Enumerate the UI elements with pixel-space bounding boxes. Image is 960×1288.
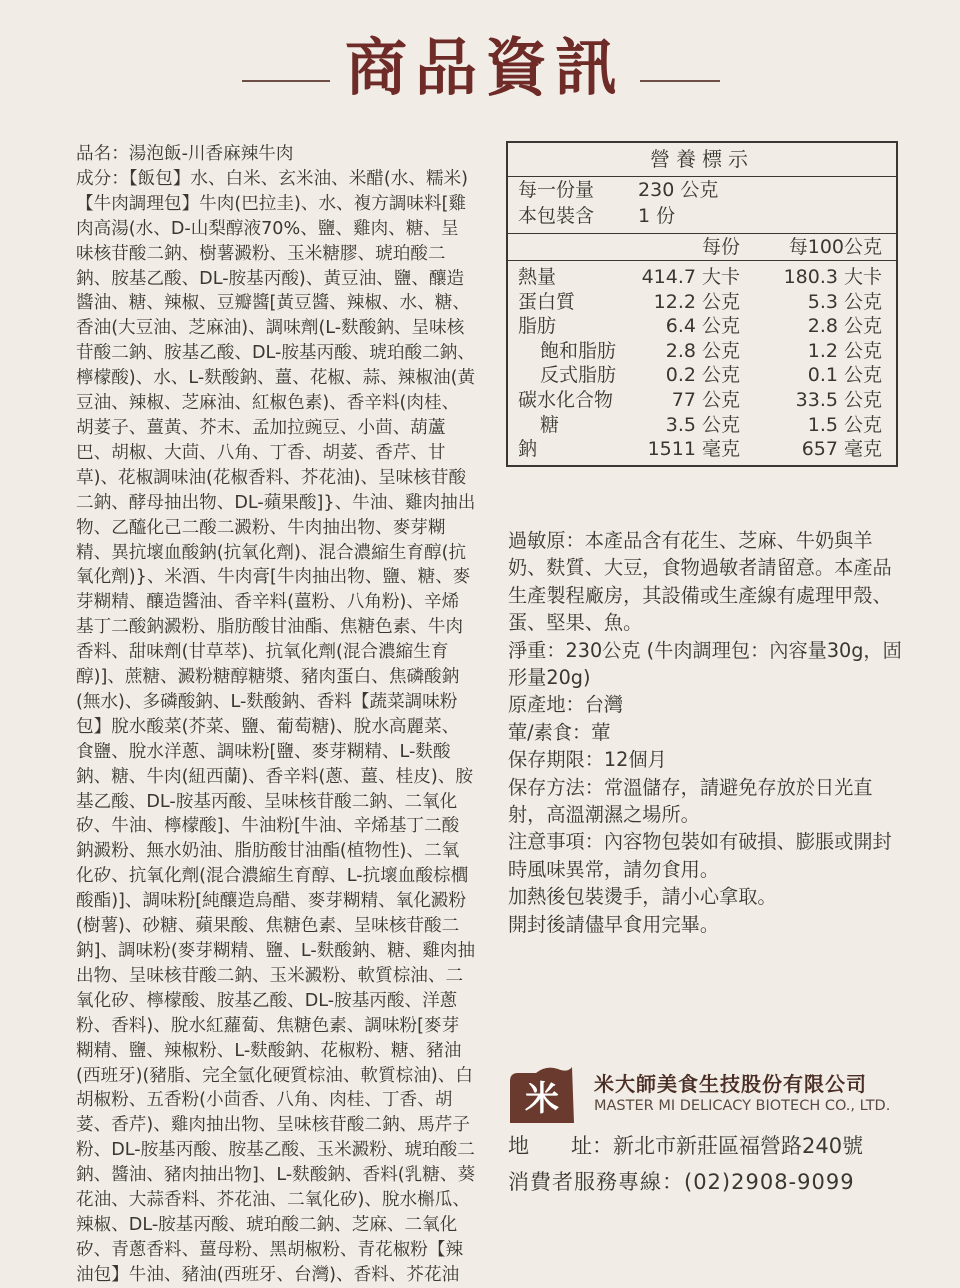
nutrition-row [508,290,896,315]
nutrient-name: 熱量 [518,266,557,288]
nutrient-per-serving: 1511 毫克 [647,438,740,461]
title-left-rule [242,80,330,82]
title-right-rule [640,80,720,82]
diet-text: 葷/素食：葷 [508,720,611,744]
nutrient-per-serving: 3.5 公克 [665,413,740,436]
notice-text: 注意事項：內容物包裝如有破損、膨脹或開封時風味異常，請勿食用。 [508,830,892,881]
net-weight-text: 淨重：230公克 (牛肉調理包：內容量30g，固形量20g) [508,638,902,690]
company-logo [506,1063,578,1127]
nutrition-column-header [508,234,896,261]
nutrient-name: 鈉 [518,438,538,461]
customer-hotline: 消費者服務專線：(02)2908-9099 [508,1170,855,1194]
nutrient-per-serving: 2.8 公克 [665,339,740,362]
nutrition-table [506,141,898,467]
serving-size-value: 230 公克 [638,179,719,201]
nutrient-per-serving: 0.2 公克 [665,364,740,387]
heat-warning-text: 加熱後包裝燙手，請小心拿取。 [508,885,777,909]
nutrient-per-100g: 0.1 公克 [807,364,882,387]
nutrition-row [508,339,896,364]
nutrient-name: 蛋白質 [518,290,576,313]
nutrient-name: 碳水化合物 [518,388,614,411]
nutrition-row [508,314,896,339]
product-name: 品名：湯泡飯-川香麻辣牛肉 [76,144,294,164]
nutrient-per-100g: 2.8 公克 [807,315,882,338]
servings-row [518,203,896,229]
nutrition-row [508,363,896,388]
serving-info [508,177,896,234]
servings-value: 1 份 [638,205,676,227]
nutrient-name: 脂肪 [518,315,557,338]
nutrient-per-100g: 1.2 公克 [807,339,882,362]
header [0,22,960,112]
nutrition-row [508,265,896,290]
nutrition-row [508,437,896,462]
ingredients-block [76,142,476,1288]
col-per-100g: 每100公克 [788,236,882,258]
product-info-block [508,527,908,938]
nutrient-per-100g: 33.5 公克 [795,388,882,411]
serving-size-row [518,177,896,203]
nutrient-name: 糖 [540,413,560,436]
consume-text: 開封後請儘早食用完畢。 [508,912,720,936]
serving-size-label: 每一份量 [518,179,595,201]
nutrient-per-100g: 657 毫克 [801,438,882,461]
shelf-life-text: 保存期限：12個月 [508,748,667,772]
nutrient-per-serving: 6.4 公克 [665,315,740,338]
storage-text: 保存方法：常溫儲存，請避免存放於日光直射，高溫潮濕之場所。 [508,775,873,827]
nutrition-title: 營養標示 [508,143,896,177]
origin-text: 原產地：台灣 [508,693,624,717]
nutrient-per-serving: 77 公克 [671,388,740,411]
company-address: 地 址：新北市新莊區福營路240號 [508,1134,864,1158]
page-title: 商品資訊 [344,31,625,104]
nutrition-rows [508,261,896,462]
company-name-en: MASTER MI DELICACY BIOTECH CO., LTD. [594,1098,891,1114]
nutrition-row [508,413,896,438]
company-name: 米大師美食生技股份有限公司 [594,1072,867,1096]
ingredients-list: 成分：【飯包】水、白米、玄米油、米醋(水、糯米)【牛肉調理包】牛肉(巴拉圭)、水、複方調味料[雞肉高湯(水、D-山梨醇液70%、鹽、雞肉、糖、呈味核苷酸二鈉、樹薯澱粉、玉米糖膠、琥珀酸二鈉、胺基乙酸、DL-胺基丙酸)、黃豆油、鹽、釀造醬油、糖、辣椒、豆瓣醬[黃豆醬、辣椒、水、糖、香油(大豆油、芝麻油)、調味劑(L-麩酸鈉、呈味核苷酸二鈉、胺基乙酸、DL-胺基丙酸、琥珀酸二鈉、檸檬酸)、水、L-麩酸鈉、薑、花椒、蒜、辣椒油(黃豆油、辣椒、芝麻油、紅椒色素)、香辛料(肉桂、胡荽子、薑黃、芥末、孟加拉豌豆、小茴、葫蘆巴、胡椒、大茴、八角、丁香、胡荽、香芹、甘草)、花椒調味油(花椒香料、芥花油)、呈味核苷酸二鈉、酵母抽出物、DL-蘋果酸]}、牛油、雞肉抽出物、乙醯化己二酸二澱粉、牛肉抽出物、麥芽糊精、異抗壞血酸鈉(抗氧化劑)、混合濃縮生育醇(抗氧化劑)}、米酒、牛肉膏[牛肉抽出物、鹽、糖、麥芽糊精、釀造醬油、香辛料(薑粉、八角粉)、辛烯基丁二酸鈉澱粉、脂肪酸甘油酯、焦糖色素、牛肉香料、甜味劑(甘草萃)、抗氧化劑(混合濃縮生育醇)]、蔗糖、澱粉糖醇糖漿、豬肉蛋白、焦磷酸鈉(無水)、多磷酸鈉、L-麩酸鈉、香料【蔬菜調味粉包】脫水酸菜(芥菜、鹽、葡萄糖)、脫水高麗菜、食鹽、脫水洋蔥、調味粉[鹽、麥芽糊精、L-麩酸鈉、糖、牛肉(紐西蘭)、香辛料(蔥、薑、桂皮)、胺基乙酸、DL-胺基丙酸、呈味核苷酸二鈉、二氧化矽、牛油、檸檬酸]、牛油粉[牛油、辛烯基丁二酸鈉澱粉、無水奶油、脂肪酸甘油酯(植物性)、二氧化矽、抗氧化劑(混合濃縮生育醇、L-抗壞血酸棕櫚酸酯)]、調味粉[純釀造烏醋、麥芽糊精、氧化澱粉(樹薯)、砂糖、蘋果酸、焦糖色素、呈味核苷酸二鈉]、調味粉(麥芽糊精、鹽、L-麩酸鈉、糖、雞肉抽出物、呈味核苷酸二鈉、玉米澱粉、軟質棕油、二氧化矽、檸檬酸、胺基乙酸、DL-胺基丙酸、洋蔥粉、香料)、脫水紅蘿蔔、焦糖色素、調味粉[麥芽糊精、鹽、辣椒粉、L-麩酸鈉、花椒粉、糖、豬油(西班牙)(豬脂、完全氫化硬質棕油、軟質棕油)、白胡椒粉、五香粉(小茴香、八角、肉桂、丁香、胡荽、香芹)、雞肉抽出物、呈味核苷酸二鈉、馬芹子粉、DL-胺基丙酸、胺基乙酸、玉米澱粉、琥珀酸二鈉、醬油、豬肉抽出物]、L-麩酸鈉、香料(乳糖、葵花油、大蒜香料、芥花油、二氧化矽)、脫水槲瓜、辣椒、DL-胺基丙酸、琥珀酸二鈉、芝麻、二氧化矽、青蔥香料、薑母粉、黑胡椒粉、青花椒粉【辣油包】牛油、豬油(西班牙、台灣)、香料、芥花油 [76,168,476,1285]
nutrient-per-100g: 1.5 公克 [807,413,882,436]
nutrient-name: 飽和脂肪 [540,339,617,362]
logo-char: 米 [525,1079,559,1119]
nutrition-row [508,388,896,413]
nutrient-per-serving: 414.7 大卡 [641,266,740,288]
nutrient-name: 反式脂肪 [540,364,617,387]
col-per-serving: 每份 [701,236,740,258]
nutrient-per-100g: 5.3 公克 [807,290,882,313]
nutrient-per-100g: 180.3 大卡 [783,266,882,288]
servings-label: 本包裝含 [518,205,595,227]
nutrient-per-serving: 12.2 公克 [653,290,740,313]
allergen-text: 過敏原：本產品含有花生、芝麻、牛奶與羊奶、麩質、大豆，食物過敏者請留意。本產品生產製程廠房，其設備或生產線有處理甲殼、蛋、堅果、魚。 [508,529,892,635]
